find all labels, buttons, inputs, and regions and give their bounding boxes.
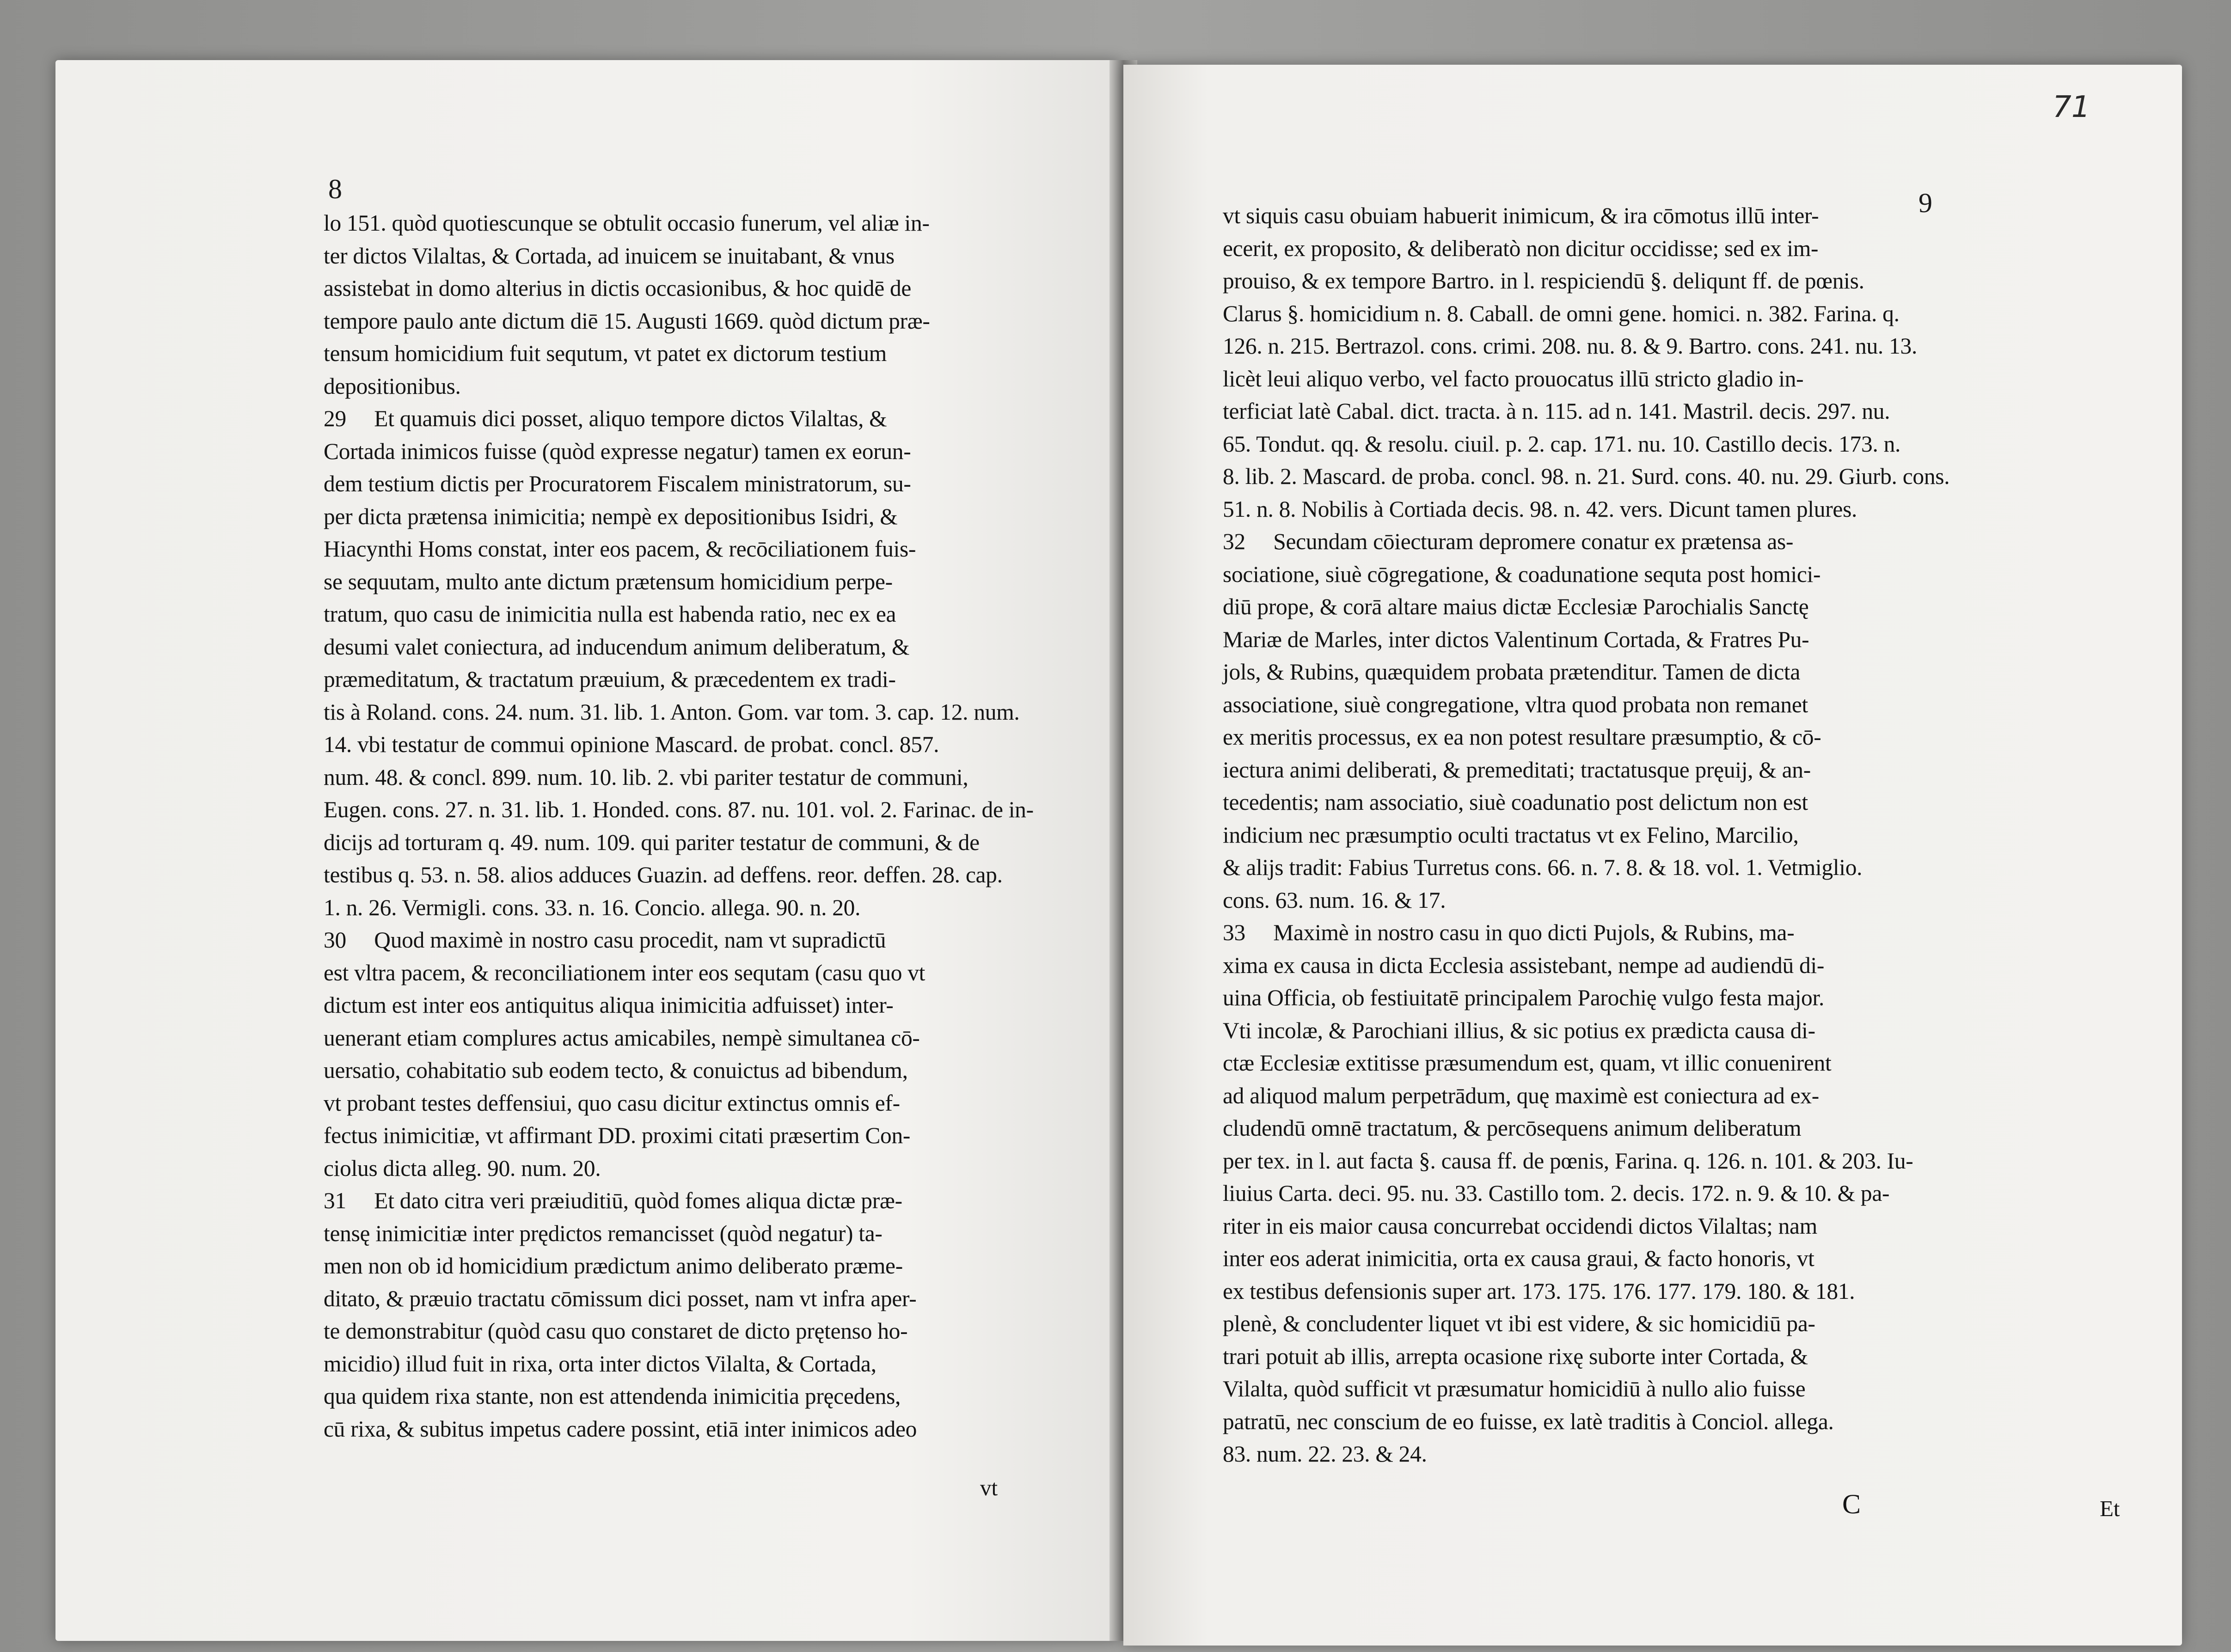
text-line: tensum homicidium fuit sequtum, vt patet ex dictorum testium (324, 341, 887, 366)
left-page (55, 60, 1119, 1641)
handwritten-folio-mark: 71 (2053, 90, 2090, 124)
text-line: per dicta prætensa inimicitia; nempè ex depositionibus Isidri, & (324, 503, 898, 529)
text-line: uersatio, cohabitatio sub eodem tecto, & conuictus ad bibendum, (324, 1058, 908, 1083)
text-line: 33 Maximè in nostro casu in quo dicti Pujols, & Rubins, ma- (1223, 920, 1795, 945)
text-line: liuius Carta. deci. 95. nu. 33. Castillo tom. 2. decis. 172. n. 9. & 10. & pa- (1223, 1181, 1890, 1206)
text-line: Mariæ de Marles, inter dictos Valentinum Cortada, & Fratres Pu- (1223, 626, 1809, 652)
text-line: ex testibus defensionis super art. 173. 175. 176. 177. 179. 180. & 181. (1223, 1278, 1855, 1304)
text-line: patratū, nec conscium de eo fuisse, ex latè traditis à Conciol. allega. (1223, 1408, 1834, 1434)
text-line: est vltra pacem, & reconciliationem inter eos sequtam (casu quo vt (324, 960, 925, 985)
text-line: & alijs tradit: Fabius Turretus cons. 66. n. 7. 8. & 18. vol. 1. Vetmiglio. (1223, 855, 1863, 880)
text-line: assistebat in domo alterius in dictis occasionibus, & hoc quidē de (324, 275, 912, 301)
text-line: per tex. in l. aut facta §. causa ff. de pœnis, Farina. q. 126. n. 101. & 203. Iu- (1223, 1148, 1913, 1174)
text-line: iectura animi deliberati, & premeditati; tractatusque pręuij, & an- (1223, 757, 1811, 783)
text-line: sociatione, siuè cōgregatione, & coadunatione sequta post homici- (1223, 561, 1821, 587)
text-line: 30 Quod maximè in nostro casu procedit, nam vt supradictū (324, 927, 886, 953)
text-line: testibus q. 53. n. 58. alios adduces Guazin. ad deffens. reor. deffen. 28. cap. (324, 862, 1003, 887)
right-page-number: 9 (1918, 188, 1932, 218)
text-line: te demonstrabitur (quòd casu quo constaret de dicto prętenso ho- (324, 1318, 908, 1344)
text-line: associatione, siuè congregatione, vltra quod probata non remanet (1223, 691, 1808, 717)
text-line: uina Officia, ob festiuitatē principalem Parochię vulgo festa major. (1223, 985, 1825, 1010)
text-line: qua quidem rixa stante, non est attendenda inimicitia pręcedens, (324, 1383, 901, 1409)
text-line: Vilalta, quòd sufficit vt præsumatur homicidiū à nullo alio fuisse (1223, 1376, 1806, 1401)
text-line: depositionibus. (324, 373, 461, 399)
text-line: ter dictos Vilaltas, & Cortada, ad inuicem se inuitabant, & vnus (324, 243, 895, 269)
right-page (1123, 65, 2182, 1646)
left-page-text (324, 207, 1034, 1445)
text-line: Cortada inimicos fuisse (quòd expresse negatur) tamen ex eorun- (324, 438, 911, 464)
text-line: 126. n. 215. Bertrazol. cons. crimi. 208. nu. 8. & 9. Bartro. cons. 241. nu. 13. (1223, 333, 1918, 359)
text-line: 14. vbi testatur de commui opinione Mascard. de probat. concl. 857. (324, 732, 939, 757)
text-line: 29 Et quamuis dici posset, aliquo tempore dictos Vilaltas, & (324, 406, 887, 431)
left-page-number: 8 (328, 174, 342, 204)
text-line: ditato, & præuio tractatu cōmissum dici posset, nam vt infra aper- (324, 1285, 917, 1311)
text-line: micidio) illud fuit in rixa, orta inter dictos Vilalta, & Cortada, (324, 1351, 876, 1377)
text-line: se sequutam, multo ante dictum prætensum homicidium perpe- (324, 569, 893, 594)
left-catchword: vt (980, 1475, 998, 1500)
text-line: desumi valet coniectura, ad inducendum animum deliberatum, & (324, 634, 910, 660)
text-line: tecedentis; nam associatio, siuè coadunatio post delictum non est (1223, 789, 1808, 815)
text-line: ecerit, ex proposito, & deliberatò non dicitur occidisse; sed ex im- (1223, 235, 1819, 261)
text-line: men non ob id homicidium prædictum animo deliberato præme- (324, 1253, 903, 1279)
text-line: 32 Secundam cōiecturam depromere conatur ex prætensa as- (1223, 529, 1794, 554)
text-line: 83. num. 22. 23. & 24. (1223, 1441, 1427, 1467)
text-line: dictum est inter eos antiquitus aliqua inimicitia adfuisset) inter- (324, 992, 894, 1018)
signature-mark: C (1842, 1489, 1861, 1519)
text-line: inter eos aderat inimicitia, orta ex causa graui, & facto honoris, vt (1223, 1246, 1814, 1271)
text-line: ciolus dicta alleg. 90. num. 20. (324, 1155, 601, 1181)
text-line: tis à Roland. cons. 24. num. 31. lib. 1. Anton. Gom. var tom. 3. cap. 12. num. (324, 699, 1020, 725)
text-line: ctæ Ecclesiæ extitisse præsumendum est, quam, vt illic conuenirent (1223, 1050, 1832, 1076)
text-line: indicium nec præsumptio oculti tractatus vt ex Felino, Marcilio, (1223, 822, 1799, 848)
text-line: tempore paulo ante dictum diē 15. Augusti 1669. quòd dictum præ- (324, 308, 930, 334)
text-line: riter in eis maior causa concurrebat occidendi dictos Vilaltas; nam (1223, 1213, 1817, 1239)
text-line: 1. n. 26. Vermigli. cons. 33. n. 16. Concio. allega. 90. n. 20. (324, 894, 861, 920)
text-line: uenerant etiam complures actus amicabiles, nempè simultanea cō- (324, 1025, 920, 1051)
text-line: dem testium dictis per Procuratorem Fiscalem ministratorum, su- (324, 471, 911, 496)
text-line: tratum, quo casu de inimicitia nulla est habenda ratio, nec ex ea (324, 601, 896, 627)
text-line: 31 Et dato citra veri præiuditiū, quòd fomes aliqua dictæ præ- (324, 1188, 902, 1213)
text-line: Eugen. cons. 27. n. 31. lib. 1. Honded. cons. 87. nu. 101. vol. 2. Farinac. de in- (324, 797, 1034, 822)
text-line: prouiso, & ex tempore Bartro. in l. respiciendū §. deliqunt ff. de pœnis. (1223, 268, 1864, 294)
text-line: cons. 63. num. 16. & 17. (1223, 887, 1446, 913)
text-line: diū prope, & corā altare maius dictæ Ecclesiæ Parochialis Sanctę (1223, 594, 1809, 619)
text-line: Vti incolæ, & Parochiani illius, & sic potius ex prædicta causa di- (1223, 1017, 1815, 1043)
text-line: Clarus §. homicidium n. 8. Caball. de omni gene. homici. n. 382. Farina. q. (1223, 300, 1900, 326)
text-line: præmeditatum, & tractatum præuium, & præcedentem ex tradi- (324, 667, 896, 692)
right-catchword: Et (2100, 1496, 2120, 1521)
text-line: 65. Tondut. qq. & resolu. ciuil. p. 2. cap. 171. nu. 10. Castillo decis. 173. n. (1223, 431, 1901, 457)
text-line: tensę inimicitiæ inter prędictos remancisset (quòd negatur) ta- (324, 1220, 883, 1246)
text-line: ex meritis processus, ex ea non potest resultare præsumptio, & cō- (1223, 724, 1821, 750)
right-page-text (1223, 200, 1949, 1471)
text-line: vt siquis casu obuiam habuerit inimicum, & ira cōmotus illū inter- (1223, 203, 1819, 228)
text-line: num. 48. & concl. 899. num. 10. lib. 2. vbi pariter testatur de communi, (324, 764, 968, 790)
text-line: Hiacynthi Homs constat, inter eos pacem, & recōciliationem fuis- (324, 536, 916, 562)
text-line: ad aliquod malum perpetrādum, quę maximè est coniectura ad ex- (1223, 1083, 1819, 1108)
text-line: dicijs ad torturam q. 49. num. 109. qui pariter testatur de communi, & de (324, 829, 980, 855)
text-line: licèt leui aliquo verbo, vel facto prouocatus illū stricto gladio in- (1223, 366, 1804, 392)
text-line: plenè, & concludenter liquet vt ibi est videre, & sic homicidiū pa- (1223, 1311, 1815, 1336)
text-line: fectus inimicitiæ, vt affirmant DD. proximi citati præsertim Con- (324, 1123, 911, 1148)
text-line: jols, & Rubins, quæquidem probata prætenditur. Tamen de dicta (1223, 659, 1801, 685)
text-line: terficiat latè Cabal. dict. tracta. à n. 115. ad n. 141. Mastril. decis. 297. nu. (1223, 398, 1890, 424)
text-line: 51. n. 8. Nobilis à Cortiada decis. 98. n. 42. vers. Dicunt tamen plures. (1223, 496, 1857, 522)
text-line: cludendū omnē tractatum, & percōsequens animum deliberatum (1223, 1115, 1802, 1141)
text-line: trari potuit ab illis, arrepta ocasione rixę suborte inter Cortada, & (1223, 1343, 1808, 1369)
text-line: vt probant testes deffensiui, quo casu dicitur extinctus omnis ef- (324, 1090, 900, 1116)
text-line: 8. lib. 2. Mascard. de proba. concl. 98. n. 21. Surd. cons. 40. nu. 29. Giurb. cons. (1223, 464, 1950, 489)
text-line: lo 151. quòd quotiescunque se obtulit occasio funerum, vel aliæ in- (324, 210, 930, 236)
text-line: xima ex causa in dicta Ecclesia assistebant, nempe ad audiendū di- (1223, 952, 1825, 978)
text-line: cū rixa, & subitus impetus cadere possint, etiā inter inimicos adeo (324, 1416, 917, 1442)
